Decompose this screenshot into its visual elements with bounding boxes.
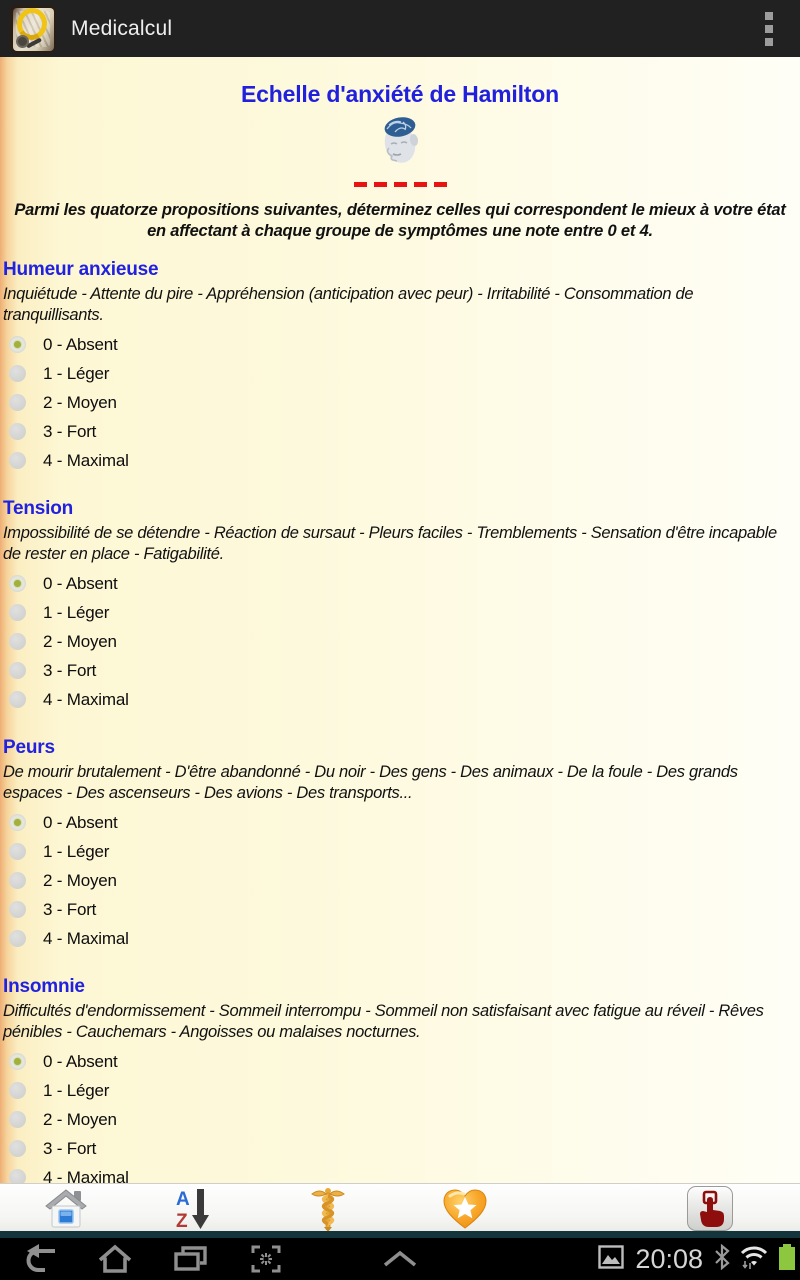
radio-button[interactable] <box>9 394 26 411</box>
radio-option[interactable] <box>3 866 794 895</box>
radio-option[interactable] <box>3 1105 794 1134</box>
radio-label: 3 - Fort <box>43 899 97 919</box>
radio-option[interactable] <box>3 1076 794 1105</box>
radio-button[interactable] <box>9 423 26 440</box>
section-description: Impossibilité de se détendre - Réaction de sursaut - Pleurs faciles - Tremblements - Sensation d'être incapable de rester en place - Fatigabilité. <box>3 524 777 563</box>
app-title: Medicalcul <box>71 16 173 40</box>
radio-button[interactable] <box>9 1082 26 1099</box>
scale-section <box>0 259 800 475</box>
radio-label: 0 - Absent <box>43 812 118 832</box>
sections <box>0 259 800 1183</box>
radio-label: 2 - Moyen <box>43 631 117 651</box>
radio-button[interactable] <box>9 1111 26 1128</box>
radio-button[interactable] <box>9 604 26 621</box>
scale-section <box>0 976 800 1183</box>
radio-option[interactable] <box>3 1163 794 1183</box>
status-cluster <box>598 1238 796 1280</box>
radio-option[interactable] <box>3 359 794 388</box>
radio-button[interactable] <box>9 452 26 469</box>
hand-select-icon[interactable] <box>682 1185 738 1232</box>
radio-label: 4 - Maximal <box>43 928 129 948</box>
section-heading: Humeur anxieuse <box>3 259 159 280</box>
option-list <box>3 1047 794 1183</box>
radio-label: 0 - Absent <box>43 573 118 593</box>
section-heading: Peurs <box>3 737 55 758</box>
overflow-menu-icon[interactable] <box>752 0 786 57</box>
radio-button[interactable] <box>9 662 26 679</box>
svg-text:A: A <box>176 1188 190 1210</box>
radio-option[interactable] <box>3 388 794 417</box>
bluetooth-icon <box>714 1244 730 1275</box>
wifi-icon <box>739 1244 769 1275</box>
hand-select-button[interactable] <box>687 1186 733 1231</box>
home-icon[interactable] <box>38 1185 94 1232</box>
radio-label: 4 - Maximal <box>43 689 129 709</box>
section-description: Inquiétude - Attente du pire - Appréhension (anticipation avec peur) - Irritabilité - Consommation de tranquillisants. <box>3 285 694 324</box>
stethoscope-chestpiece <box>16 35 29 48</box>
scale-section <box>0 737 800 953</box>
option-list <box>3 569 794 714</box>
red-dashed-separator <box>0 174 800 180</box>
radio-option[interactable] <box>3 627 794 656</box>
home-nav-icon[interactable] <box>90 1238 140 1280</box>
radio-option[interactable] <box>3 837 794 866</box>
radio-label: 3 - Fort <box>43 421 97 441</box>
photo-notification-icon[interactable] <box>598 1245 624 1274</box>
radio-button[interactable] <box>9 872 26 889</box>
clock: 20:08 <box>635 1243 703 1274</box>
radio-option[interactable] <box>3 656 794 685</box>
radio-label: 2 - Moyen <box>43 392 117 412</box>
scale-content[interactable] <box>0 57 800 1183</box>
radio-label: 1 - Léger <box>43 363 110 383</box>
recents-icon[interactable] <box>165 1238 215 1280</box>
radio-button[interactable] <box>9 843 26 860</box>
radio-option[interactable] <box>3 569 794 598</box>
radio-label: 4 - Maximal <box>43 1167 129 1183</box>
radio-button-selected[interactable] <box>9 336 26 353</box>
radio-label: 0 - Absent <box>43 334 118 354</box>
radio-option[interactable] <box>3 598 794 627</box>
radio-option[interactable] <box>3 924 794 953</box>
brain-head-icon <box>0 114 800 166</box>
radio-option[interactable] <box>3 685 794 714</box>
radio-option[interactable] <box>3 808 794 837</box>
radio-option[interactable] <box>3 1047 794 1076</box>
navigation-bar <box>0 1238 800 1280</box>
app-logo-stethoscope-icon[interactable] <box>10 5 56 53</box>
radio-button[interactable] <box>9 1140 26 1157</box>
radio-button-selected[interactable] <box>9 814 26 831</box>
radio-option[interactable] <box>3 895 794 924</box>
section-description: Difficultés d'endormissement - Sommeil interrompu - Sommeil non satisfaisant avec fatigue au réveil - Rêves pénibles - Cauchemars - Angoisses ou malaises nocturnes. <box>3 1002 764 1041</box>
section-description: De mourir brutalement - D'être abandonné - Du noir - Des gens - Des animaux - De la foule - Des grands espaces - Des ascenseurs - Des avions - Des transports... <box>3 763 738 802</box>
caduceus-icon[interactable] <box>300 1185 356 1232</box>
radio-label: 2 - Moyen <box>43 1109 117 1129</box>
section-heading: Insomnie <box>3 976 85 997</box>
radio-option[interactable] <box>3 330 794 359</box>
battery-icon <box>778 1243 796 1276</box>
radio-button-selected[interactable] <box>9 1053 26 1070</box>
radio-label: 3 - Fort <box>43 1138 97 1158</box>
favorite-heart-star-icon[interactable] <box>437 1185 493 1232</box>
scale-instructions: Parmi les quatorze propositions suivantes, déterminez celles qui correspondent le mieux à votre état en affectant à chaque groupe de symptômes une note entre 0 et 4. <box>14 201 786 240</box>
option-list <box>3 808 794 953</box>
radio-label: 3 - Fort <box>43 660 97 680</box>
radio-button[interactable] <box>9 930 26 947</box>
radio-label: 0 - Absent <box>43 1051 118 1071</box>
screen-capture-icon[interactable] <box>241 1238 291 1280</box>
radio-button[interactable] <box>9 633 26 650</box>
action-bar <box>0 0 800 57</box>
radio-label: 1 - Léger <box>43 841 110 861</box>
radio-button[interactable] <box>9 1169 26 1183</box>
radio-option[interactable] <box>3 1134 794 1163</box>
chevron-up-icon[interactable] <box>375 1238 425 1280</box>
radio-label: 1 - Léger <box>43 602 110 622</box>
radio-button[interactable] <box>9 901 26 918</box>
radio-button[interactable] <box>9 691 26 708</box>
scale-title: Echelle d'anxiété de Hamilton <box>241 81 559 107</box>
radio-option[interactable] <box>3 446 794 475</box>
scale-section <box>0 498 800 714</box>
radio-label: 1 - Léger <box>43 1080 110 1100</box>
sort-az-icon[interactable] <box>165 1185 221 1232</box>
svg-text:Z: Z <box>176 1210 188 1231</box>
radio-label: 4 - Maximal <box>43 450 129 470</box>
option-list <box>3 330 794 475</box>
section-heading: Tension <box>3 498 74 519</box>
radio-label: 2 - Moyen <box>43 870 117 890</box>
back-icon[interactable] <box>15 1238 65 1280</box>
radio-option[interactable] <box>3 417 794 446</box>
radio-button-selected[interactable] <box>9 575 26 592</box>
radio-button[interactable] <box>9 365 26 382</box>
bottom-toolbar <box>0 1183 800 1238</box>
